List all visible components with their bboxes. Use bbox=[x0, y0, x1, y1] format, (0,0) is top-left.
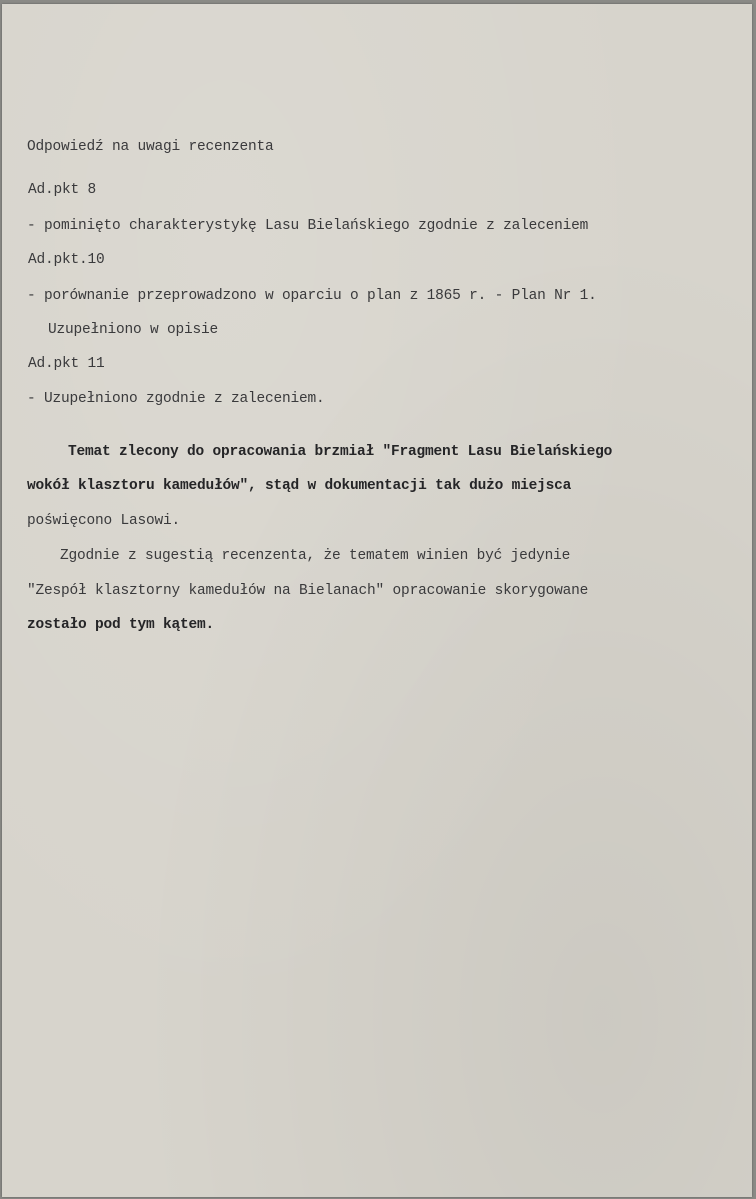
paragraph-2-line-1: Zgodnie z sugestią recenzenta, że tematem winien być jedynie bbox=[60, 548, 571, 564]
paragraph-1-line-2: wokół klasztoru kamedułów", stąd w dokumentacji tak dużo miejsca bbox=[27, 478, 572, 494]
paragraph-1-line-3: poświęcono Lasowi. bbox=[27, 513, 181, 529]
item-ad-pkt-10: Ad.pkt.10 bbox=[28, 252, 105, 268]
item-ad-pkt-8: Ad.pkt 8 bbox=[28, 182, 97, 198]
paragraph-2-line-3: zostało pod tym kątem. bbox=[27, 617, 215, 633]
paragraph-2-line-2: "Zespół klasztorny kamedułów na Bielanach" opracowanie skorygowane bbox=[27, 583, 589, 599]
item-ad-pkt-11: Ad.pkt 11 bbox=[28, 356, 105, 372]
item-note-pkt-11: - Uzupełniono zgodnie z zaleceniem. bbox=[27, 391, 325, 407]
item-note-pkt-10-cont: Uzupełniono w opisie bbox=[48, 322, 219, 338]
document-heading: Odpowiedź na uwagi recenzenta bbox=[27, 139, 274, 155]
item-note-pkt-10: - porównanie przeprowadzono w oparciu o plan z 1865 r. - Plan Nr 1. bbox=[27, 288, 597, 304]
item-note-pkt-8: - pominięto charakterystykę Lasu Bielańskiego zgodnie z zaleceniem bbox=[27, 218, 589, 234]
document-page bbox=[2, 4, 752, 1197]
paragraph-1-line-1: Temat zlecony do opracowania brzmiał "Fragment Lasu Bielańskiego bbox=[68, 444, 613, 460]
